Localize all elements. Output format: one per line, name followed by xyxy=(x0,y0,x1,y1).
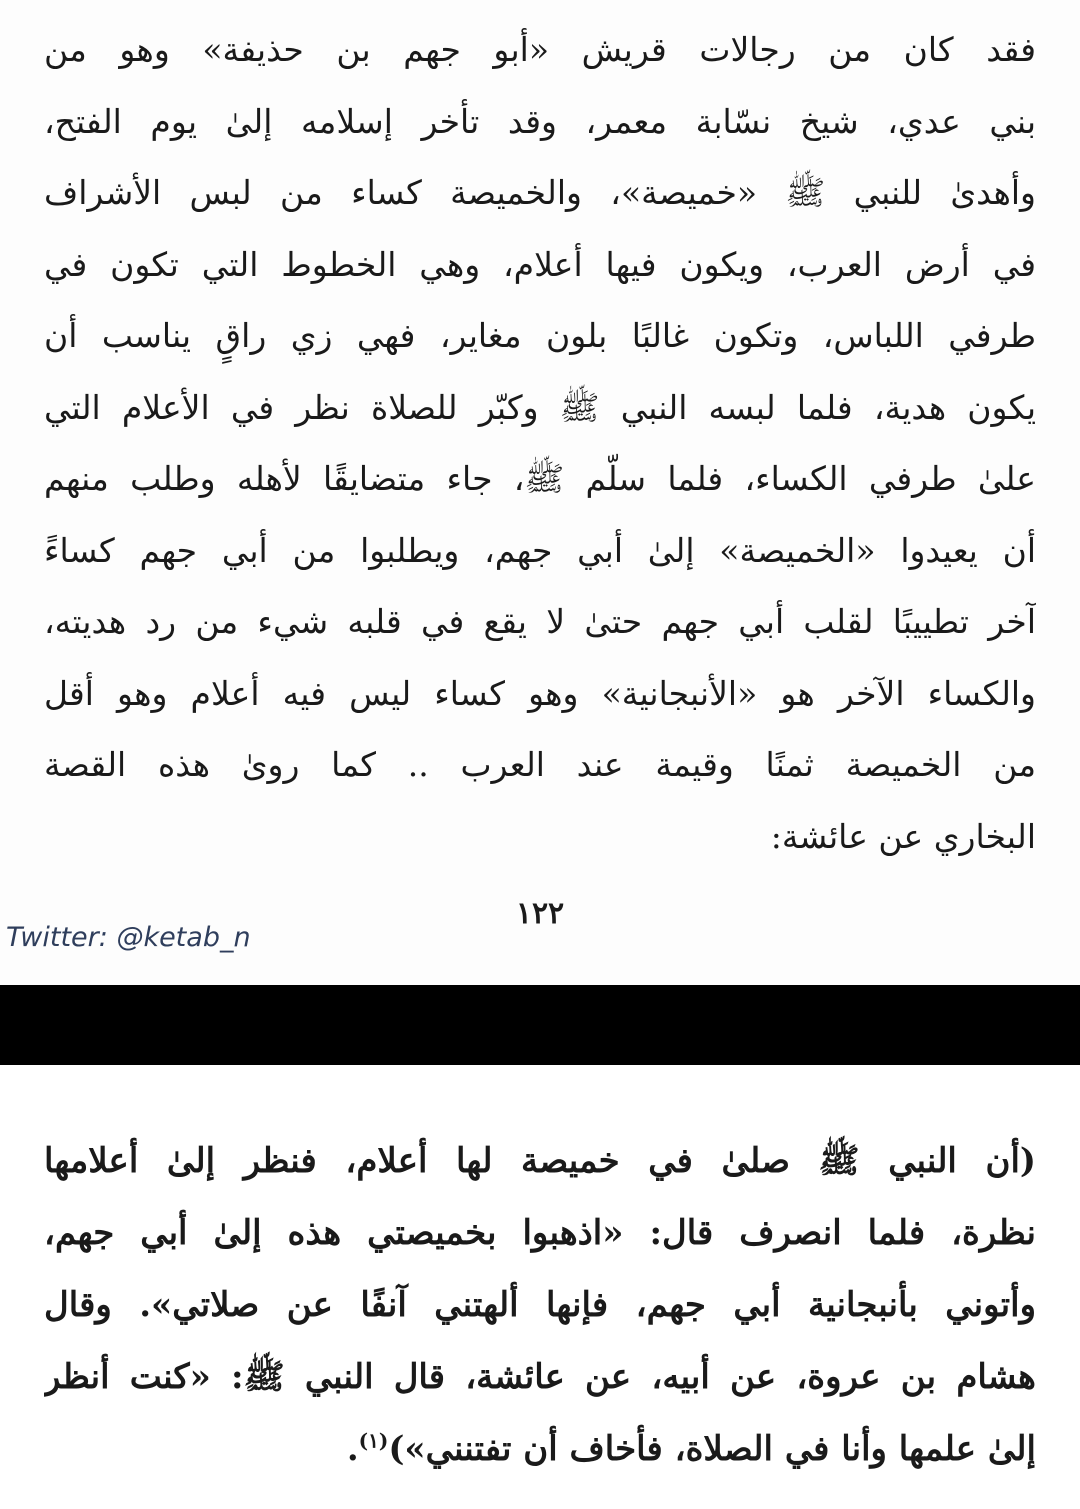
text-line: أن يعيدوا «الخميصة» إلىٰ أبي جهم، ويطلبوا من أبي جهم كساءً xyxy=(44,530,1036,570)
hadith-quote xyxy=(44,1125,1036,1485)
text-line: البخاري عن عائشة: xyxy=(770,816,1036,856)
quote-line-text: إلىٰ علمها وأنا في الصلاة، فأخاف أن تفتنني») xyxy=(388,1429,1036,1469)
footnote-marker[interactable]: (١) xyxy=(358,1428,389,1453)
text-line: وأهدىٰ للنبي ﷺ «خميصة»، والخميصة كساء من لبس الأشراف xyxy=(44,173,1036,212)
text-line: في أرض العرب، ويكون فيها أعلام، وهي الخطوط التي تكون في xyxy=(44,244,1036,284)
quote-line: وأتوني بأنبجانية أبي جهم، فإنها ألهتني آنفًا عن صلاتي». وقال xyxy=(44,1285,1036,1325)
twitter-watermark: Twitter: @ketab_n xyxy=(6,922,251,953)
text-line: آخر تطييبًا لقلب أبي جهم حتىٰ لا يقع في قلبه شيء من رد هديته، xyxy=(44,602,1036,641)
text-line: بني عدي، شيخ نسّابة معمر، وقد تأخر إسلامه إلىٰ يوم الفتح، xyxy=(44,101,1036,141)
top-paragraph xyxy=(44,14,1036,872)
text-line: فقد كان من رجالات قريش «أبو جهم بن حذيفة» وهو من xyxy=(44,30,1036,69)
page-number: ١٢٢ xyxy=(515,896,565,931)
text-line: علىٰ طرفي الكساء، فلما سلّم ﷺ، جاء متضايقًا لأهله وطلب منهم xyxy=(44,459,1036,498)
quote-line-final xyxy=(44,1413,1036,1485)
quote-line: نظرة، فلما انصرف قال: «اذهبوا بخميصتي هذه إلىٰ أبي جهم، xyxy=(44,1213,1036,1253)
quote-line: هشام بن عروة، عن أبيه، عن عائشة، قال النبي ﷺ: «كنت أنظر xyxy=(44,1357,1036,1397)
text-line: من الخميصة ثمنًا وقيمة عند العرب .. كما روىٰ هذه القصة xyxy=(44,745,1036,784)
black-divider-band xyxy=(0,985,1080,1065)
closing-period: . xyxy=(346,1429,359,1469)
text-line: يكون هدية، فلما لبسه النبي ﷺ وكبّر للصلاة نظر في الأعلام التي xyxy=(44,387,1036,427)
text-line: والكساء الآخر هو «الأنبجانية» وهو كساء ليس فيه أعلام وهو أقل xyxy=(44,673,1036,713)
text-line: طرفي اللباس، وتكون غالبًا بلون مغاير، فهي زي راقٍ يناسب أن xyxy=(44,316,1036,355)
quote-line: (أن النبي ﷺ صلىٰ في خميصة لها أعلام، فنظر إلىٰ أعلامها xyxy=(44,1141,1036,1181)
